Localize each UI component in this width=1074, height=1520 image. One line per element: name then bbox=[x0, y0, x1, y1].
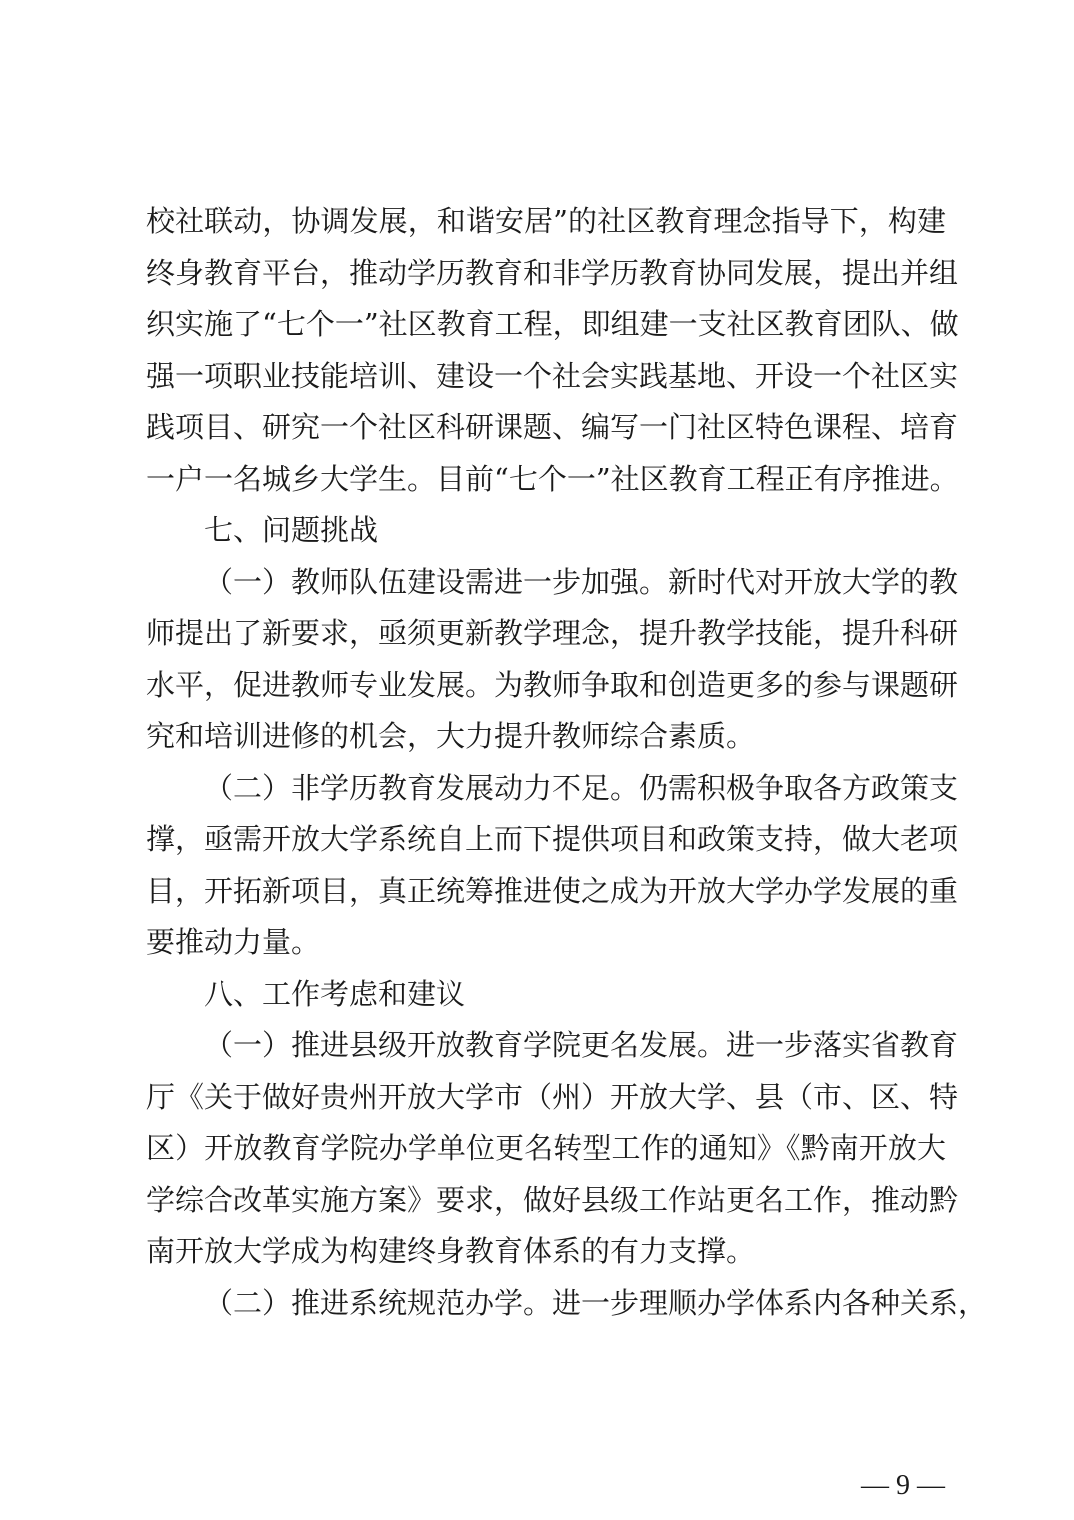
paragraph-start: （一）推进县级开放教育学院更名发展。进一步落实省教育 bbox=[204, 1028, 959, 1062]
paragraph-start: （一）教师队伍建设需进一步加强。新时代对开放大学的教 bbox=[204, 564, 959, 599]
text-line: 织实施了“七个一”社区教育工程，即组建一支社区教育团队、做 bbox=[146, 307, 959, 341]
body-text bbox=[146, 196, 988, 1329]
text-line: 学综合改革实施方案》要求，做好县级工作站更名工作，推动黔 bbox=[146, 1182, 959, 1217]
text-line: 要推动力量。 bbox=[146, 925, 321, 959]
text-line: 强一项职业技能培训、建设一个社会实践基地、开设一个社区实 bbox=[146, 358, 959, 393]
text-line: 区）开放教育学院办学单位更名转型工作的通知》《黔南开放大 bbox=[146, 1131, 946, 1165]
text-line: 终身教育平台，推动学历教育和非学历教育协同发展，提出并组 bbox=[146, 255, 959, 290]
text-line: 南开放大学成为构建终身教育体系的有力支撑。 bbox=[146, 1234, 756, 1268]
section-heading-7: 七、问题挑战 bbox=[204, 513, 379, 547]
text-line: 撑，亟需开放大学系统自上而下提供项目和政策支持，做大老项 bbox=[146, 822, 959, 856]
paragraph-start: （二）推进系统规范办学。进一步理顺办学体系内各种关系， bbox=[204, 1285, 988, 1320]
text-line: 目，开拓新项目，真正统筹推进使之成为开放大学办学发展的重 bbox=[146, 873, 959, 908]
text-line: 践项目、研究一个社区科研课题、编写一门社区特色课程、培育 bbox=[146, 410, 959, 444]
section-heading-8: 八、工作考虑和建议 bbox=[204, 976, 466, 1011]
text-line: 厅《关于做好贵州开放大学市（州）开放大学、县（市、区、特 bbox=[146, 1079, 959, 1114]
text-line: 究和培训进修的机会，大力提升教师综合素质。 bbox=[146, 719, 756, 753]
text-line: 一户一名城乡大学生。目前“七个一”社区教育工程正有序推进。 bbox=[146, 461, 959, 496]
paragraph-start: （二）非学历教育发展动力不足。仍需积极争取各方政策支 bbox=[204, 770, 959, 805]
text-line: 校社联动，协调发展，和谐安居”的社区教育理念指导下，构建 bbox=[146, 204, 946, 238]
page-number: — 9 — bbox=[861, 1470, 945, 1501]
text-line: 师提出了新要求，亟须更新教学理念，提升教学技能，提升科研 bbox=[146, 616, 959, 650]
text-line: 水平，促进教师专业发展。为教师争取和创造更多的参与课题研 bbox=[146, 667, 959, 702]
